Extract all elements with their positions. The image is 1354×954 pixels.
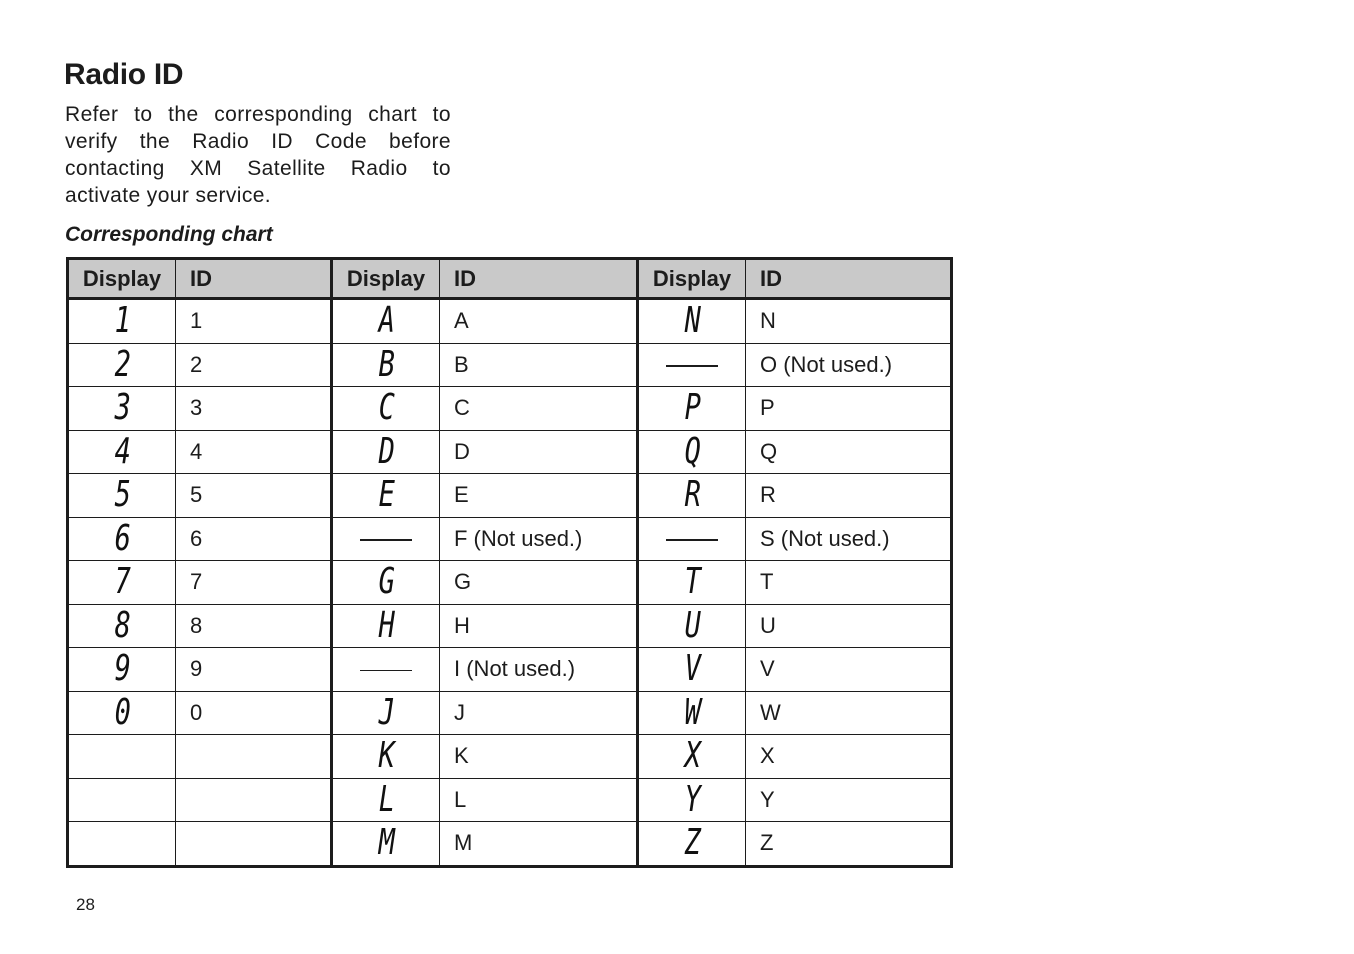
id-value: 4 bbox=[190, 438, 203, 464]
display-cell bbox=[332, 299, 440, 344]
table-row bbox=[68, 430, 952, 474]
id-cell bbox=[176, 822, 332, 867]
id-cell bbox=[440, 387, 638, 431]
id-value: N bbox=[760, 308, 776, 334]
id-cell bbox=[746, 474, 952, 518]
display-cell bbox=[68, 299, 176, 344]
id-value: P bbox=[760, 395, 775, 421]
id-value: G bbox=[454, 569, 472, 595]
display-cell bbox=[68, 604, 176, 648]
header-display: Display bbox=[332, 259, 440, 299]
lcd-glyph: Z bbox=[684, 822, 700, 864]
id-value: X bbox=[760, 743, 775, 769]
id-cell bbox=[176, 517, 332, 561]
id-cell bbox=[176, 735, 332, 779]
intro-paragraph: Refer to the corresponding chart to verify the Radio ID Code before contacting XM Satellite Radio to activate your service. bbox=[65, 103, 451, 207]
id-cell bbox=[440, 561, 638, 605]
not-used-dash bbox=[666, 539, 718, 541]
id-cell bbox=[440, 299, 638, 344]
id-cell bbox=[746, 822, 952, 867]
id-value: C bbox=[454, 395, 470, 421]
id-value: U bbox=[760, 612, 776, 638]
lcd-glyph: Q bbox=[684, 430, 700, 472]
lcd-glyph: T bbox=[684, 561, 700, 603]
header-id: ID bbox=[176, 259, 332, 299]
table-row bbox=[68, 604, 952, 648]
lcd-glyph: W bbox=[684, 691, 700, 733]
lcd-glyph: 1 bbox=[114, 300, 130, 342]
display-cell bbox=[638, 474, 746, 518]
display-cell bbox=[68, 822, 176, 867]
display-cell bbox=[638, 561, 746, 605]
id-cell bbox=[746, 648, 952, 692]
id-cell bbox=[440, 778, 638, 822]
id-cell bbox=[176, 430, 332, 474]
id-value: 5 bbox=[190, 482, 203, 508]
lcd-glyph: 3 bbox=[114, 387, 130, 429]
display-cell bbox=[68, 735, 176, 779]
id-value: 9 bbox=[190, 656, 203, 682]
lcd-glyph: 8 bbox=[114, 604, 130, 646]
table-row bbox=[68, 778, 952, 822]
lcd-glyph: Y bbox=[684, 778, 700, 820]
id-cell bbox=[746, 343, 952, 387]
id-value: E bbox=[454, 482, 469, 508]
table-row bbox=[68, 343, 952, 387]
lcd-glyph: D bbox=[378, 430, 394, 472]
table-row bbox=[68, 735, 952, 779]
display-cell bbox=[332, 387, 440, 431]
display-cell bbox=[332, 691, 440, 735]
display-cell bbox=[638, 430, 746, 474]
display-cell bbox=[332, 474, 440, 518]
id-value: Z bbox=[760, 830, 774, 856]
display-cell bbox=[68, 387, 176, 431]
id-cell bbox=[746, 604, 952, 648]
chart-header-row bbox=[68, 259, 952, 299]
display-cell bbox=[638, 387, 746, 431]
id-cell bbox=[746, 691, 952, 735]
id-value: Y bbox=[760, 786, 775, 812]
id-cell bbox=[746, 517, 952, 561]
table-row bbox=[68, 561, 952, 605]
display-cell bbox=[332, 343, 440, 387]
lcd-glyph: 9 bbox=[114, 648, 130, 690]
lcd-glyph: H bbox=[378, 604, 394, 646]
id-value: A bbox=[454, 308, 469, 334]
id-cell bbox=[440, 604, 638, 648]
lcd-glyph: 7 bbox=[114, 561, 130, 603]
id-value: V bbox=[760, 656, 775, 682]
id-value: L bbox=[454, 786, 467, 812]
id-cell bbox=[440, 735, 638, 779]
lcd-glyph: N bbox=[684, 300, 700, 342]
id-value: T bbox=[760, 569, 774, 595]
id-value: S (Not used.) bbox=[760, 525, 890, 551]
id-cell bbox=[440, 822, 638, 867]
lcd-glyph: 4 bbox=[114, 430, 130, 472]
display-cell bbox=[638, 822, 746, 867]
display-cell bbox=[68, 343, 176, 387]
id-value: 3 bbox=[190, 395, 203, 421]
lcd-glyph: K bbox=[378, 735, 394, 777]
id-value: R bbox=[760, 482, 776, 508]
display-cell bbox=[638, 299, 746, 344]
lcd-glyph: 5 bbox=[114, 474, 130, 516]
lcd-glyph: 0 bbox=[114, 691, 130, 733]
display-cell bbox=[332, 822, 440, 867]
header-display: Display bbox=[68, 259, 176, 299]
display-cell bbox=[68, 517, 176, 561]
display-cell bbox=[332, 517, 440, 561]
id-cell bbox=[440, 343, 638, 387]
display-cell bbox=[332, 604, 440, 648]
chart-label: Corresponding chart bbox=[65, 223, 273, 246]
id-value: 6 bbox=[190, 525, 203, 551]
id-cell bbox=[176, 604, 332, 648]
id-cell bbox=[176, 474, 332, 518]
id-value: J bbox=[454, 699, 465, 725]
lcd-glyph: E bbox=[378, 474, 394, 516]
display-cell bbox=[638, 735, 746, 779]
display-cell bbox=[68, 648, 176, 692]
id-value: O (Not used.) bbox=[760, 351, 893, 377]
id-value: K bbox=[454, 743, 469, 769]
display-cell bbox=[68, 561, 176, 605]
radio-id-chart bbox=[66, 257, 953, 868]
id-value: I (Not used.) bbox=[454, 656, 576, 682]
id-cell bbox=[440, 517, 638, 561]
lcd-glyph: A bbox=[378, 300, 394, 342]
display-cell bbox=[332, 430, 440, 474]
display-cell bbox=[68, 474, 176, 518]
id-cell bbox=[746, 778, 952, 822]
display-cell bbox=[638, 517, 746, 561]
page-title: Radio ID bbox=[64, 58, 184, 91]
id-value: 8 bbox=[190, 612, 203, 638]
lcd-glyph: R bbox=[684, 474, 700, 516]
id-cell bbox=[176, 778, 332, 822]
display-cell bbox=[638, 604, 746, 648]
id-value: B bbox=[454, 351, 469, 377]
display-cell bbox=[638, 778, 746, 822]
table-row bbox=[68, 822, 952, 867]
lcd-glyph: C bbox=[378, 387, 394, 429]
display-cell bbox=[68, 430, 176, 474]
header-id: ID bbox=[746, 259, 952, 299]
id-cell bbox=[440, 691, 638, 735]
not-used-dash bbox=[360, 670, 412, 672]
display-cell bbox=[332, 778, 440, 822]
id-cell bbox=[176, 299, 332, 344]
header-id: ID bbox=[440, 259, 638, 299]
id-cell bbox=[176, 691, 332, 735]
display-cell bbox=[68, 778, 176, 822]
lcd-glyph: M bbox=[378, 822, 394, 864]
id-cell bbox=[746, 735, 952, 779]
display-cell bbox=[638, 648, 746, 692]
table-row bbox=[68, 691, 952, 735]
id-cell bbox=[746, 561, 952, 605]
lcd-glyph: 6 bbox=[114, 517, 130, 559]
id-cell bbox=[176, 343, 332, 387]
table-row bbox=[68, 299, 952, 344]
display-cell bbox=[332, 561, 440, 605]
not-used-dash bbox=[666, 365, 718, 367]
display-cell bbox=[332, 648, 440, 692]
id-cell bbox=[440, 430, 638, 474]
id-cell bbox=[746, 430, 952, 474]
display-cell bbox=[638, 343, 746, 387]
id-cell bbox=[746, 299, 952, 344]
display-cell bbox=[332, 735, 440, 779]
id-value: Q bbox=[760, 438, 778, 464]
not-used-dash bbox=[360, 539, 412, 541]
id-value: H bbox=[454, 612, 470, 638]
id-cell bbox=[176, 387, 332, 431]
id-value: D bbox=[454, 438, 470, 464]
display-cell bbox=[638, 691, 746, 735]
table-row bbox=[68, 474, 952, 518]
id-value: F (Not used.) bbox=[454, 525, 583, 551]
lcd-glyph: U bbox=[684, 604, 700, 646]
lcd-glyph: V bbox=[684, 648, 700, 690]
header-display: Display bbox=[638, 259, 746, 299]
id-cell bbox=[746, 387, 952, 431]
id-value: M bbox=[454, 830, 473, 856]
lcd-glyph: X bbox=[684, 735, 700, 777]
id-cell bbox=[176, 648, 332, 692]
table-row bbox=[68, 648, 952, 692]
id-value: 1 bbox=[190, 308, 203, 334]
id-value: 2 bbox=[190, 351, 203, 377]
lcd-glyph: 2 bbox=[114, 343, 130, 385]
id-cell bbox=[440, 474, 638, 518]
lcd-glyph: J bbox=[378, 691, 394, 733]
table-row bbox=[68, 517, 952, 561]
lcd-glyph: L bbox=[378, 778, 394, 820]
lcd-glyph: B bbox=[378, 343, 394, 385]
lcd-glyph: P bbox=[684, 387, 700, 429]
id-value: 0 bbox=[190, 699, 203, 725]
display-cell bbox=[68, 691, 176, 735]
table-row bbox=[68, 387, 952, 431]
id-value: 7 bbox=[190, 569, 203, 595]
id-cell bbox=[440, 648, 638, 692]
page-number: 28 bbox=[76, 895, 95, 914]
lcd-glyph: G bbox=[378, 561, 394, 603]
id-cell bbox=[176, 561, 332, 605]
id-value: W bbox=[760, 699, 781, 725]
